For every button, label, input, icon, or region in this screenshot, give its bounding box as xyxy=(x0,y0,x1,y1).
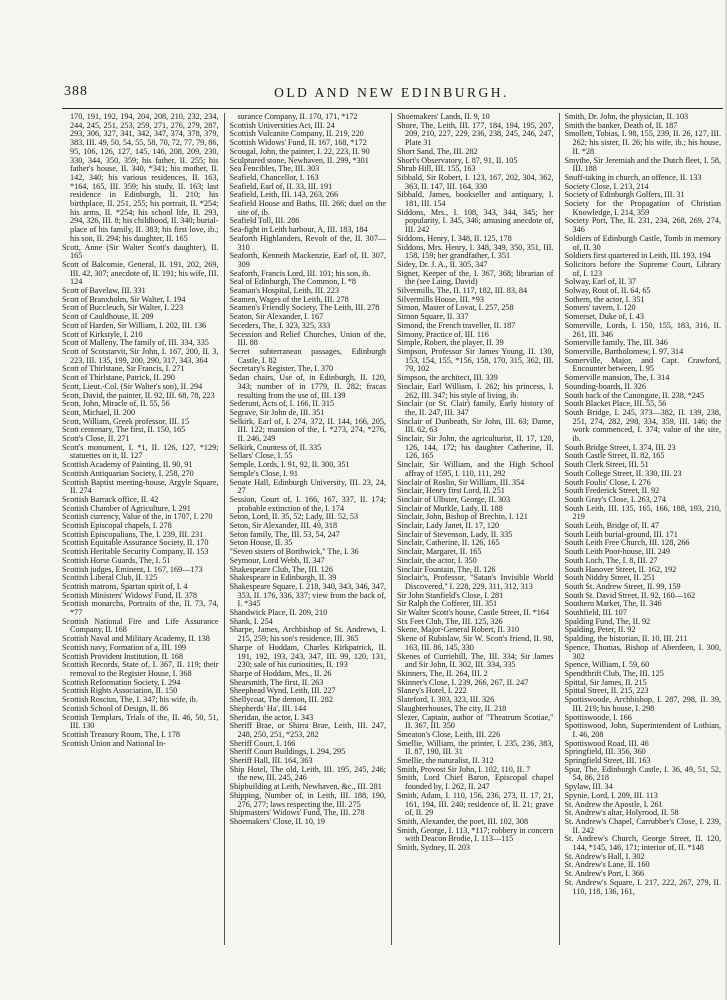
index-entry: Smith, Adam, I. 110, 156, 236, 273, II. 17, 21, 161, 194, III. 240; residence of, II. 21; grave of, II. 29 xyxy=(397,790,554,818)
index-entry: Shakespeare Square, I. 218, 340, 343, 346, 347, 353, II. 176, 336, 337; view from the back of, I. *345 xyxy=(229,581,386,609)
index-column-4 xyxy=(559,113,722,945)
index-entry: Seafield, Earl of, II. 33, III. 191 xyxy=(229,181,333,191)
index-entry: South Leith burial-ground, III. 171 xyxy=(564,529,678,539)
index-entry: Somerville mansion, The, I. 314 xyxy=(564,373,670,383)
index-entry: Society of Edinburgh Golfers, III. 31 xyxy=(564,190,685,200)
index-entry: Sheriff Court, I. 166 xyxy=(229,738,296,748)
index-entry: Silvermills House, III. *93 xyxy=(397,294,484,304)
index-entry: Seceders, The, I. 323, 325, 333 xyxy=(229,320,331,330)
index-column-2 xyxy=(224,113,392,945)
index-entry: Seaforth, Kenneth Mackenzie, Earl of, II. 307, 309 xyxy=(229,251,386,269)
index-entry: Scottish Union and National In- xyxy=(62,738,166,748)
index-entry: Scottish Equitable Assurance Society, II. 170 xyxy=(62,538,209,548)
index-entry: Sharpe, James, Archbishop of St. Andrews, I. 215, 259; his son's residence, III. 365 xyxy=(229,625,386,644)
index-entry: "Seven sisters of Borthwick," The, I. 36 xyxy=(229,547,359,557)
index-entry: St. Andrew the Apostle, I. 261 xyxy=(564,799,663,809)
index-entry: Simony, Practice of, III. 116 xyxy=(397,329,489,339)
index-entry: Session, Court of, I. 166, 167, 337, II. 174; probable extinction of the, I. 174 xyxy=(229,494,386,513)
index-entry: Seymour, Lord Webb, II. 347 xyxy=(229,555,325,565)
index-entry: Scott, William, Greek professor, III. 15 xyxy=(62,416,190,426)
index-entry: St. Andrew's Port, I. 366 xyxy=(564,869,645,879)
index-entry: Simon, Master of Lovat, I. 257, 258 xyxy=(397,303,514,313)
index-entry: Scott of Kirkstyle, I. 210 xyxy=(62,329,143,339)
index-entry: Sheridan, the actor, I. 343 xyxy=(229,712,314,722)
index-entry: Scott, Lieut.-Col. (Sir Walter's son), II. 294 xyxy=(62,381,203,391)
index-entry: Spottiswoode, I. 166 xyxy=(564,712,632,722)
index-entry: Shellycoat, The demon, III. 282 xyxy=(229,695,333,705)
index-entry: South St. Andrew Street, II. 99, 159 xyxy=(564,581,681,591)
index-entry: Shepherds' Ha', III. 144 xyxy=(229,703,307,713)
index-entry: Sinclair, Lady Janet, II. 17, 120 xyxy=(397,521,500,531)
index-entry: 170, 191, 192, 194, 204, 208, 210, 232, 234, 244, 245, 251, 253, 259, 271, 276, 279, 287, 293, 306, 327, 341, 342, 347, 374, 378, 379, 383, III. 49, 50, 54, 55, 58, 70, 72, 77, 79, 86, 95, 106, 126, 127, 145, 146, 208, 209, 230, 330, 344, 350, 359; his father, II. 255; his father's house, II. 340, *341; his mother, II. 142, 340; his various residences, II. 163, *164, 165, III. 359; his study, II. 163; last residence in Edinburgh, II. 210; his birthplace, II. 251, 255; his portrait, II. *254; his arms, II. *254; his school life, II. 293, 294, 326, III. 8; his childhood, II. 340; burial-place of his family, II. 383; his first love, ib.; his son, II. 294; his daughter, II. 165 xyxy=(70,113,219,243)
index-entry: Soldiers first quartered in Leith, III. 193, 194 xyxy=(564,251,711,261)
index-entry: Spittal Street, II. 215, 223 xyxy=(564,686,649,696)
index-entry: Scott, David, the painter, II. 92, III. 68, 78, 223 xyxy=(62,390,215,400)
index-entry: Sir Walter Scott's house, Castle Street, II. *164 xyxy=(397,608,550,618)
index-entry: Spynie, Lord, I. 209, III. 113 xyxy=(564,790,658,800)
index-entry: South back of the Canongate, II. 238, *245 xyxy=(564,390,705,400)
index-entry: South Clerk Street, III. 51 xyxy=(564,460,649,470)
index-entry: Scott of Scotstarvit, Sir John, I. 167, 200, II. 3, 223, III. 135, 199, 200, 290, 317, 343, 364 xyxy=(62,346,219,365)
index-entry: South Leith Free Church, III. 128, 266 xyxy=(564,538,690,548)
index-entry: Silvermills, The, II. 117, 182, III. 83, 84 xyxy=(397,286,528,296)
index-entry: Scott of Branxholm, Sir Walter, I. 194 xyxy=(62,294,186,304)
index-entry: Scottish Episcopalians, The, I. 239, III. 231 xyxy=(62,529,204,539)
index-entry: Scott of Malleny, The family of, III. 334, 335 xyxy=(62,338,209,348)
index-entry: Spylaw, III. 34 xyxy=(564,782,613,792)
index-entry: South Niddry Street, II. 251 xyxy=(564,573,656,583)
index-entry: Scottish Episcopal chapels, I. 278 xyxy=(62,521,172,531)
index-entry: Sinclair, Margaret, II. 165 xyxy=(397,547,482,557)
index-entry: Shank, I. 254 xyxy=(229,616,273,626)
index-entry: Shipping, Number of, in Leith, III. 188, 190, 276, 277; laws respecting the, III. 275 xyxy=(229,790,386,809)
index-entry: Somerville, Lords, I. 150, 155, 183, 316, II. 261, III. 346 xyxy=(564,320,721,339)
index-entry: Somerville, Major, and Capt. Crawford, Encounter between, I. 95 xyxy=(564,355,721,374)
index-entry: Secession and Relief Churches, Union of the, III. 88 xyxy=(229,329,386,348)
index-entry: Sinclair of Stevenson, Lady, II. 335 xyxy=(397,529,513,539)
index-entry: Skenes of Curriehill, The, III. 334; Sir James and Sir John, II. 302, III. 334, 335 xyxy=(397,651,554,670)
index-entry: Southfield, III. 107 xyxy=(564,608,627,618)
index-entry: Scottish Barrack office, II. 42 xyxy=(62,494,159,504)
index-entry: Slezer, Captain, author of "Theatrum Scotiae," II. 367, III. 350 xyxy=(397,712,554,731)
index-entry: Sinclair, Earl William, I. 262; his princess, I. 262, III. 347; his style of living, ib. xyxy=(397,381,554,400)
index-entry: Sir John Stanfield's Close, I. 281 xyxy=(397,590,504,600)
index-entry: Smith, Sydney, II. 203 xyxy=(397,843,471,853)
index-entry: Somers' tavern, I. 120 xyxy=(564,303,636,313)
index-entry: St. Andrew's Square, I. 217, 222, 267, 279, II. 110, 118, 136, 161, xyxy=(564,877,721,896)
index-entry: Scottish Roscius, The, I. 347; his wife, ib. xyxy=(62,695,198,705)
index-entry: South Loch, The, I. 8, III. 27 xyxy=(564,555,658,565)
index-entry: Scottish Provident Institution, II. 168 xyxy=(62,651,184,661)
index-entry: Scottish Academy of Painting, II. 90, 91 xyxy=(62,460,193,470)
index-entry: Seton House, II. 35 xyxy=(229,538,293,548)
index-entry: Sellars' Close, I. 55 xyxy=(229,451,293,461)
index-entry: Shakespeare in Edinburgh, II. 39 xyxy=(229,573,337,583)
running-title: OLD AND NEW EDINBURGH. xyxy=(274,85,509,100)
index-entry: Semple's Close, I. 91 xyxy=(229,468,298,478)
index-entry: St. Andrew's Chapel, Carrubber's Close, I. 239, II. 242 xyxy=(564,816,721,835)
index-entry: Scottish Reformation Society, I. 294 xyxy=(62,677,181,687)
index-columns xyxy=(62,113,721,945)
index-entry: Simpson, the architect, III. 339 xyxy=(397,373,498,383)
index-entry: Scottish Liberal Club, II. 125 xyxy=(62,573,158,583)
index-entry: Smith, George, I. 113, *117; robbery in concern with Deacon Brodie, I. 113—115 xyxy=(397,825,554,844)
index-entry: Scottish Rights Association, II. 150 xyxy=(62,686,178,696)
index-entry: Shore, The, Leith, III. 177, 184, 194, 195, 207, 209, 210, 227, 229, 236, 238, 245, 246, 247, Plate 31 xyxy=(397,120,554,148)
index-entry: South Castle Street, II. 82, 165 xyxy=(564,451,665,461)
index-entry: Snuff-taking in church, an offence, II. 133 xyxy=(564,172,702,182)
index-entry: Scottish Chamber of Agriculture, I. 291 xyxy=(62,503,191,513)
index-entry: Scott of Harden, Sir William, I. 202, III. 136 xyxy=(62,320,207,330)
index-entry: Spur, The, Edinburgh Castle, I. 36, 49, 51, 52, 54, 86, 218 xyxy=(564,764,721,783)
index-entry: Selkirk, Earl of, I. 274, 372, II. 144, 166, 205, III. 122; mansion of the, I. *273, 274, *276, II. 246, 249 xyxy=(229,416,386,444)
index-entry: Smith, Alexander, the poet, III. 102, 308 xyxy=(397,816,529,826)
index-entry: St. Andrew's altar, Holyrood, II. 58 xyxy=(564,808,679,818)
index-entry: Sir Ralph the Cofferer, III. 351 xyxy=(397,599,498,609)
index-entry: Scottish Vulcanite Company, II. 219, 220 xyxy=(229,129,364,139)
index-entry: Sothern, the actor, I. 351 xyxy=(564,294,645,304)
index-entry: Scott, Anne (Sir Walter Scott's daughter), II. 165 xyxy=(62,242,219,261)
index-entry: Scottish Widows' Fund, II. 167, 168, *172 xyxy=(229,138,367,148)
index-entry: Seafield, Chancellor, I. 163 xyxy=(229,172,319,182)
index-entry: Siddons, Henry, I. 348, II. 125, 178 xyxy=(397,233,512,243)
index-entry: Spottiswoode, Archbishop, I. 287, 298, II. 39, III. 219; his house, I. 298 xyxy=(564,695,721,713)
index-entry: Sedan chairs, Use of, in Edinburgh, II. 120, 343; number of in 1779, II. 282; fracas resulting from the use of, III. 139 xyxy=(229,373,386,400)
index-entry: Somerville family, The, III. 346 xyxy=(564,338,668,348)
index-entry: Spence, William, I. 59, 60 xyxy=(564,660,650,670)
index-entry: Society for the Propagation of Christian Knowledge, I. 214, 359 xyxy=(564,199,721,217)
index-entry: Spittal, Sir James, II. 215 xyxy=(564,677,647,687)
index-entry: Sheriff Hall, III. 164, 363 xyxy=(229,756,313,766)
index-entry: Siddons, Mrs. Henry, I. 348, 349, 350, 351, III. 158, 159; her grandfather, I. 351 xyxy=(397,242,554,261)
index-entry: Scottish judges, Eminent, I. 167, 169—173 xyxy=(62,564,203,574)
index-entry: Signet, Keeper of the, I. 367, 368; librarian of the (see Laing, David) xyxy=(397,268,554,287)
index-entry: Sinclair, Henry first Lord, II. 251 xyxy=(397,486,505,496)
index-entry: Scott of Balcomie, General, II. 191, 202, 269, III. 42, 307; anecdote of, II. 191; his wife, III. 124 xyxy=(62,259,219,287)
index-entry: Seamen, Wages of the Leith, III. 278 xyxy=(229,294,349,304)
index-entry: Skene, Major-General Robert, II. 310 xyxy=(397,625,520,635)
index-entry: South Bridge, I. 245, 373—382, II. 139, 238, 251, 274, 282, 298, 334, 359, III. 146; the work commenced, I. 374; value of the site, ib. xyxy=(564,407,721,444)
index-entry: Scott of Cauldhouse, II. 209 xyxy=(62,312,154,322)
index-entry: Shearsmith, The first, II. 263 xyxy=(229,677,324,687)
index-entry: Scottish Records, State of, I. 367, II. 119; their removal to the Register House, I. 368 xyxy=(62,660,219,678)
index-entry: Sharpe of Hoddam, Mrs., II. 26 xyxy=(229,669,332,678)
page-header xyxy=(62,84,721,104)
index-entry: Sinclair of Ulbster, George, II. 303 xyxy=(397,494,511,504)
index-entry: Scottish currency, Value of the, in 1707, I. 270 xyxy=(62,512,213,522)
index-entry: Simple, Robert, the player, II. 39 xyxy=(397,338,504,348)
index-entry: Sinclair of Murkle, Lady, II. 188 xyxy=(397,503,503,513)
index-entry: Sinclair Fountain, The, II. 126 xyxy=(397,564,496,574)
index-entry: Sinclair, Catherine, II. 126, 165 xyxy=(397,538,500,548)
header-rule xyxy=(62,108,723,109)
index-entry: Scottish Horse Guards, The, I. 51 xyxy=(62,555,171,565)
index-entry: Seaton, Sir Alexander, I. 167 xyxy=(229,312,324,322)
index-entry: Smith, Lord Chief Baron, Episcopal chapel founded by, I. 262, II. 247 xyxy=(397,773,554,792)
index-entry: Scott of Thirlstane, Patrick, II. 290 xyxy=(62,373,175,383)
index-entry: South Foulis' Close, I. 276 xyxy=(564,477,651,487)
index-entry: Scott of Bavelaw, III. 331 xyxy=(62,286,146,296)
index-entry: Spalding, Peter, II. 92 xyxy=(564,625,636,635)
index-entry: Scott, Michael, II. 200 xyxy=(62,407,136,417)
index-entry: Spottiswood Road, III. 46 xyxy=(564,738,649,748)
index-entry: Ship Hotel, The old, Leith, III. 195, 245, 246; the new, III. 245, 246 xyxy=(229,764,386,783)
index-entry: Seton, Sir Alexander, III. 49, 318 xyxy=(229,521,338,531)
index-entry: Scott, John, Miracle of, II. 55, 56 xyxy=(62,399,170,409)
index-entry: Scottish monarchs, Portraits of the, II. 73, 74, *77 xyxy=(62,599,219,618)
index-entry: Spalding Fund, The, II. 92 xyxy=(564,616,651,626)
index-column-3 xyxy=(391,113,559,945)
index-entry: Scottish Universities Act, III. 24 xyxy=(229,120,335,130)
index-entry: South Bridge Street, I. 374, III. 23 xyxy=(564,442,676,452)
index-entry: Sheriff Court Buildings, I. 294, 295 xyxy=(229,747,346,757)
index-entry: Solicitors before the Supreme Court, Library of, I. 123 xyxy=(564,259,721,278)
index-entry: Slateford, I. 303, 323, III. 326 xyxy=(397,695,495,705)
index-entry: Sinclair, Sir William, and the High School affray of 1595, I. 110, 111, 292 xyxy=(397,460,554,478)
index-entry: Sinclair's, Professor, "Satan's Invisible World Discovered," I. 228, 229, 311, 312, 313 xyxy=(397,573,554,591)
index-entry: Sibbald, James, bookseller and antiquary, I. 181, III. 154 xyxy=(397,190,554,209)
index-entry: Seafield, Leith, III. 143, 263, 266 xyxy=(229,190,339,200)
index-entry: Shipbuilding at Leith, Newhaven, &c., III. 281 xyxy=(229,782,382,792)
index-entry: Solway, Rout of, II. 64, 65 xyxy=(564,286,651,296)
index-entry: Simond, the French traveller, II. 187 xyxy=(397,320,516,330)
index-entry: Scott centenary, The first, II. 150, 165 xyxy=(62,425,186,435)
index-entry: Sculptured stone, Newhaven, II. 299, *301 xyxy=(229,155,369,165)
index-entry: Somerset, Duke of, I. 43 xyxy=(564,312,644,322)
index-entry: St. Andrew's Lane, II. 160 xyxy=(564,860,650,870)
index-entry: Scottish School of Design, II. 86 xyxy=(62,703,169,713)
index-entry: Siddons, Mrs., I. 108, 343, 344, 345; her popularity, I. 345, 346; amusing anecdote of, III. 242 xyxy=(397,207,554,235)
index-entry: Sinclair of Roslin, Sir William, III. 354 xyxy=(397,477,525,487)
index-entry: Scott of Thirlstane, Sir Francis, I. 271 xyxy=(62,364,185,374)
index-entry: Smollett, Tobias, I. 98, 155, 239, II. 26, 127, III. 262; his sister, II. 26; his wife, ib.; his house, II. *28 xyxy=(564,129,721,156)
index-entry: Slaughterhouses, The city, II. 218 xyxy=(397,703,507,713)
index-entry: Scottish Ministers' Widows' Fund, II. 378 xyxy=(62,590,197,600)
index-column-1 xyxy=(62,113,224,945)
index-entry: Seaforth, Francis Lord, III. 101; his son, ib. xyxy=(229,268,371,278)
index-entry: Skinners, The, II. 264, III. 2 xyxy=(397,669,488,678)
index-entry: Soldiers of Edinburgh Castle, Tomb in memory of, II. 30 xyxy=(564,233,721,252)
index-entry: Southern Market, The, II. 346 xyxy=(564,599,662,609)
index-entry: South Hanover Street, II. 162, 192 xyxy=(564,564,677,574)
index-entry: Secret subterranean passages, Edinburgh Castle, I. 82 xyxy=(229,346,386,365)
index-entry: Scottish National Fire and Life Assurance Company, II. 168 xyxy=(62,616,219,635)
index-entry: Sinclair, Sir John, the agriculturist, II. 17, 120, 126, 144, 172; his daughter Catherine, II. 126, 165 xyxy=(397,434,554,461)
index-entry: Shoemakers' Close, II. 10, 19 xyxy=(229,816,325,826)
index-entry: Spottiswood, John, Superintendent of Lothian, I. 46, 208 xyxy=(564,721,721,739)
index-entry: Slaney's Hotel, I. 222 xyxy=(397,686,467,696)
index-entry: Society Port, The, II. 231, 234, 268, 269, 274, 346 xyxy=(564,216,721,235)
index-entry: South Leith, III. 135, 165, 166, 188, 193, 210, 219 xyxy=(564,503,721,522)
index-entry: Scott's monument, I. *1, II. 126, 127, *129; statuettes on it, II. 127 xyxy=(62,442,219,461)
index-entry: Seaforth Highlanders, Revolt of the, II. 307—310 xyxy=(229,233,386,252)
index-entry: Sea-fight in Leith harbour, A, III. 183, 184 xyxy=(229,225,368,235)
index-entry: Sinclair (or St. Clair) family, Early history of the, II. 247, III. 347 xyxy=(397,399,554,417)
index-entry: Spendthrift Club, The, III. 125 xyxy=(564,669,664,678)
index-entry: South Frederick Street, II. 92 xyxy=(564,486,660,496)
index-entry: Smith the banker, Death of, II. 187 xyxy=(564,120,678,130)
index-entry: Sharpe of Hoddam, Charles Kirkpatrick, II. 191, 192, 193, 243, 347, III. 99, 120, 131, 230; sale of his curiosities, II. 193 xyxy=(229,642,386,670)
index-entry: Scott of Buccleuch, Sir Walter, I. 223 xyxy=(62,303,184,313)
index-entry: Scottish Treasury Room, The, I. 178 xyxy=(62,729,181,739)
index-entry: Sheriff Brae, or Shirra Brae, Leith, III. 247, 248, 250, 251, *253, 282 xyxy=(229,721,386,739)
index-entry: Sidey, Dr. J. A., II. 305, 347 xyxy=(397,259,488,269)
index-entry: Scottish Heritable Security Company, II. 153 xyxy=(62,547,209,557)
index-entry: Smith, Dr. John, the physician, II. 103 xyxy=(564,113,689,121)
index-entry: Sounding-boards, II. 326 xyxy=(564,381,646,391)
index-entry: South College Street, II. 330, III. 23 xyxy=(564,468,682,478)
index-entry: Scottish Baptist meeting-house, Argyle Square, II. 274 xyxy=(62,477,219,496)
index-entry: Sea Fencibles, The, III. 303 xyxy=(229,164,320,174)
index-entry: St. Andrew's Hall, I. 302 xyxy=(564,851,645,861)
index-entry: Smythe, Sir Jeremiah and the Dutch fleet, I. 58, III. 188 xyxy=(564,155,721,174)
index-entry: Society Close, I. 213, 214 xyxy=(564,181,649,191)
index-entry: Simon Square, II. 337 xyxy=(397,312,469,322)
index-entry: Seafield Toll, III. 286 xyxy=(229,216,300,226)
index-entry: Six Feet Club, The, III. 125, 326 xyxy=(397,616,503,626)
index-entry: Scottish Antiquarian Society, I. 258, 270 xyxy=(62,468,194,478)
index-entry: Semple, Lords, I. 91, 92, II. 300, 351 xyxy=(229,460,350,470)
index-entry: Sinclair, the actor, I. 350 xyxy=(397,555,477,565)
index-entry: Seaman's Hospital, Leith, III. 223 xyxy=(229,286,340,296)
index-entry: St. Andrew's Church, George Street, II. 120, 144, *145, 146, 171; interior of, II. *148 xyxy=(564,834,721,853)
index-entry: surance Company, II. 170, 171, *172 xyxy=(237,113,358,121)
index-entry: Sederunt, Acts of, I. 166, II. 315 xyxy=(229,399,335,409)
index-entry: Shipmasters' Widows' Fund, The, III. 278 xyxy=(229,808,365,818)
index-entry: Shoemakers' Lands, II. 9, 10 xyxy=(397,113,490,121)
index-entry: South Blacket Place, III. 55, 56 xyxy=(564,399,667,409)
index-entry: Smith, Provost Sir John, I. 102, 110, II. 7 xyxy=(397,764,531,774)
index-entry: Seton, Lord, II. 35, 52; Lady, III. 52, 53 xyxy=(229,512,359,522)
index-entry: Smellie, the naturalist, II. 312 xyxy=(397,756,494,766)
index-entry: Sinclair, John, Bishop of Brechin, I. 121 xyxy=(397,512,528,522)
index-entry: Short Sand, The, III. 282 xyxy=(397,146,478,156)
index-entry: Simpson, Professor Sir James Young, II. 130, 153, 154, 155, *156, 158, 170, 315, 362, III. 79, 102 xyxy=(397,346,554,374)
index-entry: Scottish navy, Formation of a, III. 199 xyxy=(62,642,187,652)
index-entry: South St. David Street, II. 92, 160—162 xyxy=(564,590,696,600)
index-entry: Sibbald, Sir Robert, I. 123, 167, 202, 304, 362, 363, II. 147, III. 164, 330 xyxy=(397,172,554,191)
index-entry: Solway, Earl of, II. 37 xyxy=(564,277,637,287)
index-entry: Scott's Close, II. 271 xyxy=(62,434,130,444)
index-entry: Shandwick Place, II. 209, 210 xyxy=(229,608,328,618)
index-entry: Somerville, Bartholomew, I. 97, 314 xyxy=(564,346,684,356)
index-entry: Smellie, William, the printer, I. 235, 236, 383, II. 87, 190, III. 31 xyxy=(397,738,554,757)
index-entry: Skene of Rubislaw, Sir W. Scott's friend, II. 98, 163, III. 86, 145, 330 xyxy=(397,634,554,652)
index-entry: Skinner's Close, I. 239, 266, 267, II. 247 xyxy=(397,677,529,687)
page-number: 388 xyxy=(64,84,88,99)
index-entry: Shrub Hill, III. 155, 163 xyxy=(397,164,476,174)
index-entry: Short's Observatory, I. 87, 91, II. 105 xyxy=(397,155,518,165)
index-entry: Sheephead Wynd, Leith, III. 227 xyxy=(229,686,336,696)
index-entry: Seafield House and Baths, III. 266; duel on the site of, ib. xyxy=(229,199,386,217)
index-entry: Springfield Street, III. 163 xyxy=(564,756,651,766)
index-entry: Selkirk, Countess of, II. 335 xyxy=(229,442,322,452)
index-entry: Spalding, the historian, II. 10, III. 211 xyxy=(564,634,688,644)
index-entry: South Leith Poor-house, III. 249 xyxy=(564,547,670,557)
index-entry: Scottish matrons, Spartan spirit of, I. 4 xyxy=(62,581,188,591)
index-entry: Smeaton's Close, Leith, III. 226 xyxy=(397,729,501,739)
index-entry: South Gray's Close, I. 263, 274 xyxy=(564,494,666,504)
index-entry: Scottish Naval and Military Academy, II. 138 xyxy=(62,634,210,644)
index-entry: Senate Hall, Edinburgh University, III. 23, 24, 27 xyxy=(229,477,386,496)
index-entry: Scougal, John, the painter, I. 22, 223, II. 90 xyxy=(229,146,370,156)
index-entry: South Leith, Bridge of, II. 47 xyxy=(564,521,660,531)
index-entry: Spence, Thomas, Bishop of Aberdeen, I. 300, 302 xyxy=(564,642,721,661)
index-entry: Sinclair of Dunbeath, Sir John, III. 63; Dame, III. 62, 63 xyxy=(397,416,554,435)
index-entry: Shakespeare Club, The, III. 126 xyxy=(229,564,333,574)
index-entry: Seton family, The, III. 53, 54, 247 xyxy=(229,529,340,539)
index-entry: Segrave, Sir John de, III. 351 xyxy=(229,407,325,417)
index-entry: Seal of Edinburgh, The Common, I. *8 xyxy=(229,277,357,287)
index-entry: Springfield, III. 356, 360 xyxy=(564,747,646,757)
index-entry: Secretary's Register, The, I. 370 xyxy=(229,364,334,374)
index-entry: Scottish Templars, Trials of the, II. 46, 50, 51, III. 130 xyxy=(62,712,219,731)
index-entry: Seamen's Friendly Society, The Leith, III. 278 xyxy=(229,303,380,313)
